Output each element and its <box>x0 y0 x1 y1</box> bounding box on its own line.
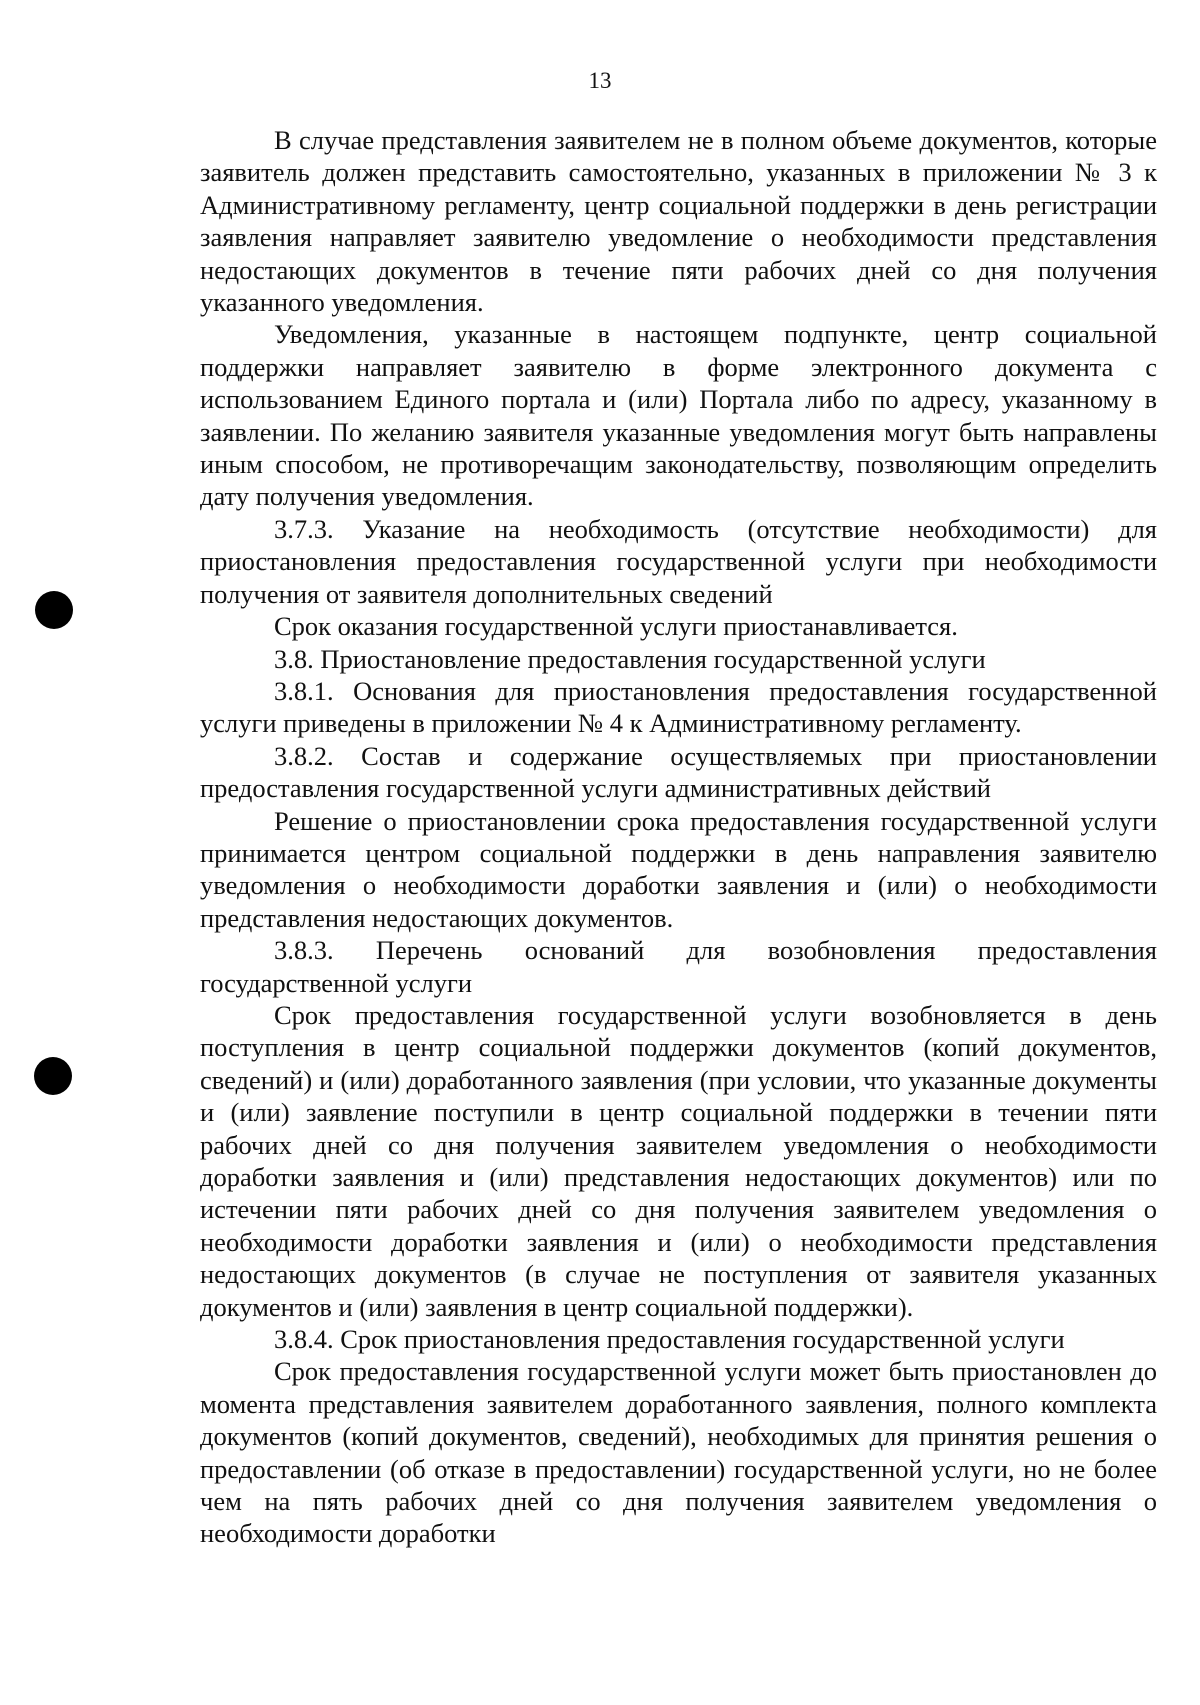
paragraph-term-suspended: Срок оказания государственной услуги приостанавливается. <box>274 611 958 642</box>
punch-hole-mark <box>35 591 73 629</box>
heading-3-8: 3.8. Приостановление предоставления государственной услуги <box>274 643 986 674</box>
paragraph-suspension-term: Срок предоставления государственной услуги может быть приостановлен до момента представления заявителем доработанного заявления, полного комплекта документов (копий документов, сведений), необходимых для принятия решения о предоставлении (об отказе в предоставлении) государственной услуги, но не более чем на пять рабочих дней со дня получения заявителем уведомления о необходимости доработки <box>200 1356 1157 1549</box>
heading-3-8-2: 3.8.2. Состав и содержание осуществляемых при приостановлении предоставления государственной услуги административных действий <box>200 740 1157 804</box>
heading-3-7-3: 3.7.3. Указание на необходимость (отсутствие необходимости) для приостановления предоставления государственной услуги при необходимости получения от заявителя дополнительных сведений <box>200 513 1157 609</box>
paragraph-notifications: Уведомления, указанные в настоящем подпункте, центр социальной поддержки направляет заявителю в форме электронного документа с использованием Единого портала и (или) Портала либо по адресу, указанному в заявлении. По желанию заявителя указанные уведомления могут быть направлены иным способом, не противоречащим законодательству, позволяющим определить дату получения уведомления. <box>200 319 1157 512</box>
heading-3-8-4: 3.8.4. Срок приостановления предоставления государственной услуги <box>274 1324 1065 1355</box>
paragraph-incomplete-documents: В случае представления заявителем не в полном объеме документов, которые заявитель должен представить самостоятельно, указанных в приложении № 3 к Административному регламенту, центр социальной поддержки в день регистрации заявления направляет заявителю уведомление о необходимости представления недостающих документов в течение пяти рабочих дней со дня получения указанного уведомления. <box>200 125 1157 318</box>
paragraph-resumption: Срок предоставления государственной услуги возобновляется в день поступления в центр социальной поддержки документов (копий документов, сведений) и (или) доработанного заявления (при условии, что указанные документы и (или) заявление поступили в центр социальной поддержки в течении пяти рабочих дней со дня получения заявителем уведомления о необходимости доработки заявления и (или) представления недостающих документов) или по истечении пяти рабочих дней со дня получения заявителем уведомления о необходимости доработки заявления и (или) о необходимости представления недостающих документов (в случае не поступления от заявителя указанных документов и (или) заявления в центр социальной поддержки). <box>200 999 1157 1322</box>
document-body <box>200 124 1157 1550</box>
paragraph-3-8-1: 3.8.1. Основания для приостановления предоставления государственной услуги приведены в приложении № 4 к Административному регламенту. <box>200 675 1157 739</box>
page-number: 13 <box>588 68 612 93</box>
punch-hole-mark <box>34 1057 72 1095</box>
paragraph-suspension-decision: Решение о приостановлении срока предоставления государственной услуги принимается центром социальной поддержки в день направления заявителю уведомления о необходимости доработки заявления и (или) о необходимости представления недостающих документов. <box>200 805 1157 933</box>
heading-3-8-3: 3.8.3. Перечень оснований для возобновления предоставления государственной услуги <box>200 935 1157 998</box>
